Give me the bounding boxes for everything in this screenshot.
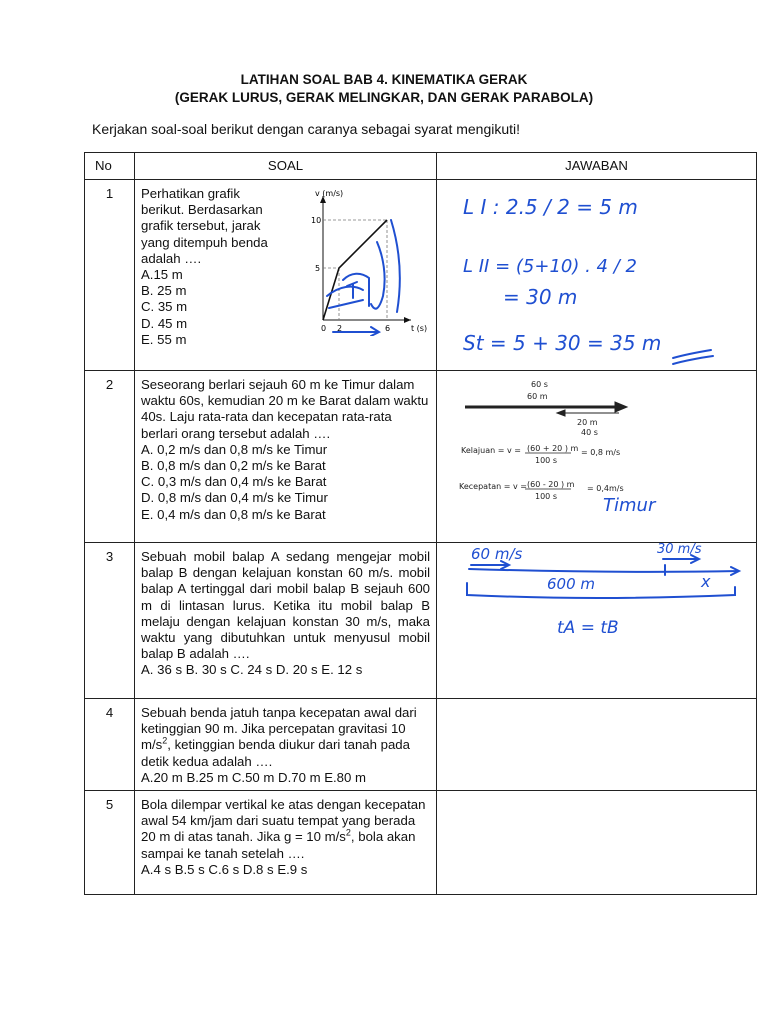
question-text: , ketinggian benda diukur dari tanah pada detik kedua adalah …. bbox=[141, 737, 410, 769]
question-cell bbox=[135, 180, 437, 371]
table-row bbox=[85, 180, 757, 371]
answer-cell-empty[interactable] bbox=[437, 699, 757, 791]
question-number: 3 bbox=[85, 543, 135, 699]
question-text: Bola dilempar vertikal ke atas dengan kecepatan awal 54 km/jam dari suatu tempat yang berada 20 m di atas tanah. Jika g = 10 m/s bbox=[141, 797, 426, 845]
answer-cell bbox=[437, 543, 757, 699]
answer-line: = 30 m bbox=[503, 285, 578, 309]
question-text: Sebuah mobil balap A sedang mengejar mobil balap B dengan kelajuan konstan 60 m/s. mobil balap A tertinggal dari mobil balap B sejauh 600 m di lintasan lurus. Ketika itu mobil balap B melaju dengan kelajuan konstan 30 m/s, maka waktu yang dibutuhkan untuk menyusul mobil balap B adalah …. bbox=[141, 549, 430, 662]
question-text: Perhatikan grafik berikut. Berdasarkan grafik tersebut, jarak yang ditempuh benda adalah …. bbox=[141, 186, 268, 266]
formula-numerator: (60 - 20 ) m bbox=[527, 480, 575, 489]
question-number: 5 bbox=[85, 791, 135, 895]
formula-result: = 0,8 m/s bbox=[581, 448, 621, 457]
question-cell bbox=[135, 371, 437, 543]
page-title: LATIHAN SOAL BAB 4. KINEMATIKA GERAK bbox=[240, 72, 528, 87]
question-number: 1 bbox=[85, 180, 135, 371]
formula-label: Kecepatan = v = bbox=[459, 482, 527, 491]
table-row bbox=[85, 791, 757, 895]
options-line: A.4 s B.5 s C.6 s D.8 s E.9 s bbox=[141, 861, 308, 877]
answer-label: 600 m bbox=[547, 575, 596, 593]
answer-cell bbox=[437, 180, 757, 371]
formula-denominator: 100 s bbox=[535, 492, 557, 501]
option: A. 0,2 m/s dan 0,8 m/s ke Timur bbox=[141, 441, 328, 457]
answer-diagram bbox=[437, 371, 757, 543]
diagram-label: 20 m bbox=[577, 418, 598, 427]
answer-label: 30 m/s bbox=[657, 543, 702, 557]
header-soal: SOAL bbox=[135, 153, 437, 180]
table-header-row bbox=[85, 153, 757, 180]
option: B. 25 m bbox=[141, 283, 187, 299]
answer-label: 60 m/s bbox=[471, 545, 523, 563]
question-number: 4 bbox=[85, 699, 135, 791]
table-row bbox=[85, 543, 757, 699]
velocity-time-graph bbox=[299, 186, 435, 336]
graph-tick: 6 bbox=[385, 324, 391, 333]
table-row bbox=[85, 371, 757, 543]
formula-numerator: (60 + 20 ) m bbox=[527, 444, 579, 453]
options-line: A. 36 s B. 30 s C. 24 s D. 20 s E. 12 s bbox=[141, 662, 363, 678]
question-cell bbox=[135, 699, 437, 791]
formula-denominator: 100 s bbox=[535, 456, 557, 465]
option: D. 0,8 m/s dan 0,4 m/s ke Timur bbox=[141, 490, 328, 506]
superscript: 2 bbox=[162, 736, 168, 747]
answer-handwritten-direction: Timur bbox=[603, 495, 656, 516]
graph-ylabel: v (m/s) bbox=[315, 189, 344, 198]
answer-line: L II = (5+10) . 4 / 2 bbox=[463, 256, 637, 277]
question-cell bbox=[135, 543, 437, 699]
question-number: 2 bbox=[85, 371, 135, 543]
option: B. 0,8 m/s dan 0,2 m/s ke Barat bbox=[141, 458, 326, 474]
formula-result: = 0,4m/s bbox=[587, 484, 624, 493]
header-no: No bbox=[85, 153, 135, 180]
options-line: A.20 m B.25 m C.50 m D.70 m E.80 m bbox=[141, 769, 366, 785]
diagram-label: 60 s bbox=[531, 380, 548, 389]
answer-cell-empty[interactable] bbox=[437, 791, 757, 895]
answer-cell bbox=[437, 371, 757, 543]
instruction-text: Kerjakan soal-soal berikut dengan caranya sebagai syarat mengikuti! bbox=[92, 121, 521, 137]
question-text: Seseorang berlari sejauh 60 m ke Timur dalam waktu 60s, kemudian 20 m ke Barat dalam waktu 40s. Laju rata-rata dan kecepatan rata-rata berlari orang tersebut adalah …. bbox=[141, 377, 429, 441]
answer-line: St = 5 + 30 = 35 m bbox=[463, 331, 662, 355]
graph-tick: 2 bbox=[337, 324, 343, 333]
diagram-label: 60 m bbox=[527, 392, 548, 401]
answer-line: L I : 2.5 / 2 = 5 m bbox=[463, 195, 638, 219]
graph-tick: 10 bbox=[311, 216, 322, 225]
graph-tick: 5 bbox=[315, 264, 321, 273]
answer-equation: tA = tB bbox=[557, 618, 619, 638]
option: C. 35 m bbox=[141, 299, 188, 315]
handwritten-answer bbox=[437, 180, 757, 370]
option: E. 55 m bbox=[141, 331, 187, 347]
option: C. 0,3 m/s dan 0,4 m/s ke Barat bbox=[141, 474, 327, 490]
option: D. 45 m bbox=[141, 315, 188, 331]
superscript: 2 bbox=[345, 828, 351, 839]
graph-tick: 0 bbox=[321, 324, 327, 333]
handwritten-answer bbox=[437, 543, 757, 699]
worksheet-table bbox=[84, 152, 757, 895]
table-row bbox=[85, 699, 757, 791]
option: E. 0,4 m/s dan 0,8 m/s ke Barat bbox=[141, 506, 326, 522]
question-text: , bola akan sampai ke tanah setelah …. bbox=[141, 829, 416, 861]
header-jawaban: JAWABAN bbox=[437, 153, 757, 180]
page-subtitle: (GERAK LURUS, GERAK MELINGKAR, DAN GERAK PARABOLA) bbox=[174, 90, 594, 105]
option: A.15 m bbox=[141, 267, 183, 283]
diagram-label: 40 s bbox=[581, 428, 598, 437]
question-text: Sebuah benda jatuh tanpa kecepatan awal dari ketinggian 90 m. Jika percepatan gravitasi 10 m/s bbox=[141, 705, 417, 753]
question-cell bbox=[135, 791, 437, 895]
formula-label: Kelajuan = v = bbox=[461, 446, 521, 455]
graph-xlabel: t (s) bbox=[411, 324, 428, 333]
handwritten-scribble-icon bbox=[327, 220, 400, 336]
answer-label: x bbox=[701, 572, 711, 591]
